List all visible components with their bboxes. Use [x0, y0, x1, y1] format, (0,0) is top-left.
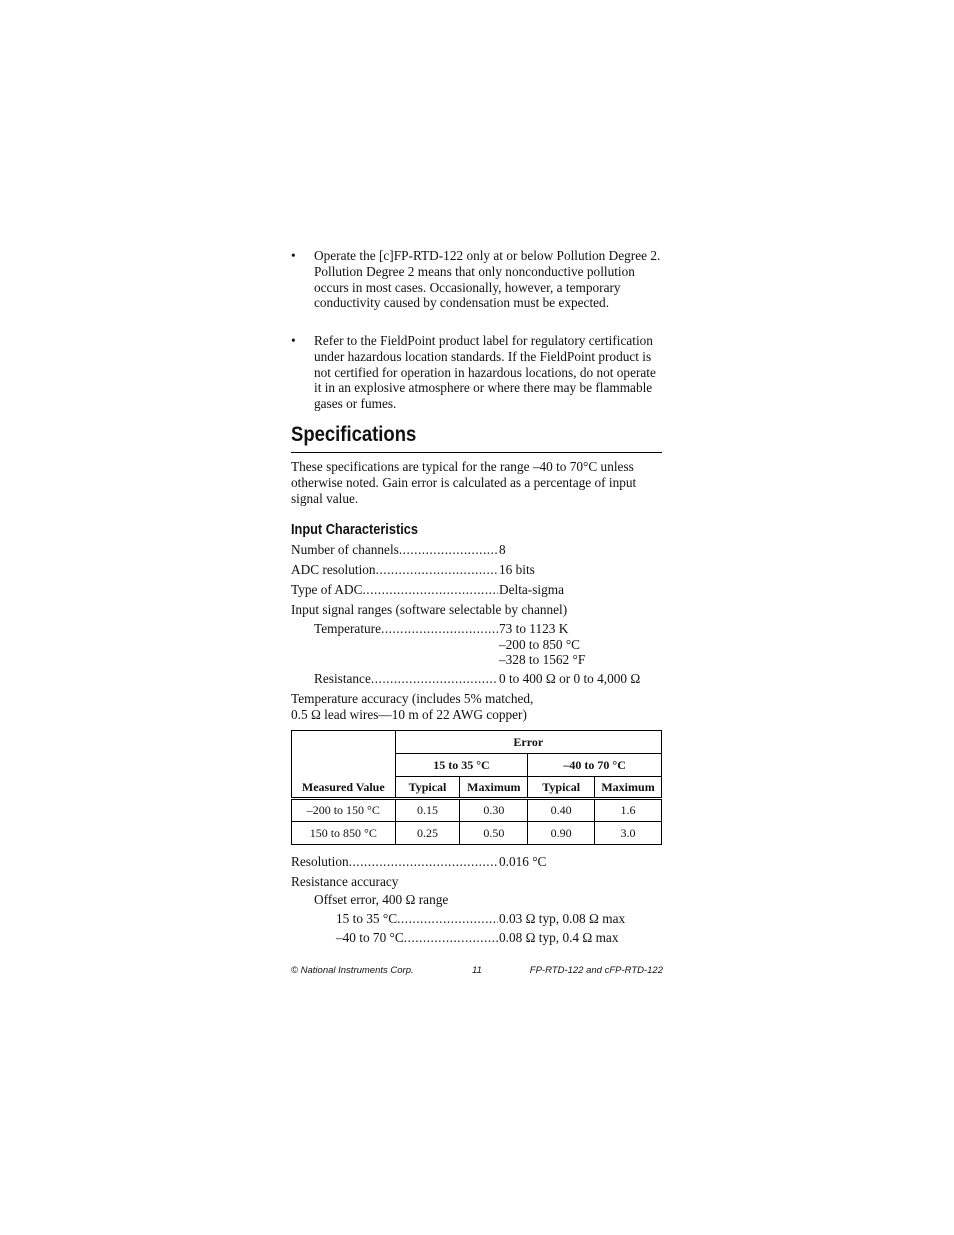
table-cell: 1.6	[595, 799, 662, 822]
spec-label: Temperature	[314, 621, 381, 636]
spec-value: 0.08 Ω typ, 0.4 Ω max	[499, 930, 619, 945]
table-header: Error	[395, 731, 661, 754]
spec-value: Delta-sigma	[499, 582, 564, 597]
table-cell: 150 to 850 °C	[292, 822, 396, 845]
bullet-symbol: •	[291, 333, 296, 348]
spec-label: –40 to 70 °C	[336, 930, 404, 945]
spec-value: 0.016 °C	[499, 854, 547, 869]
subsection-title: Input Characteristics	[291, 522, 418, 538]
table-cell: 0.25	[395, 822, 460, 845]
spec-value: 73 to 1123 K	[499, 621, 569, 636]
table-cell: 0.15	[395, 799, 460, 822]
bullet-item	[291, 248, 663, 311]
bullet-symbol: •	[291, 248, 296, 263]
spec-value: 8	[499, 542, 506, 557]
spec-heading: Temperature accuracy (includes 5% matched,	[291, 691, 534, 706]
table-header: Typical	[395, 777, 460, 799]
table-header: Measured Value	[292, 731, 396, 799]
footer-product: FP-RTD-122 and cFP-RTD-122	[529, 965, 663, 976]
spec-value: –328 to 1562 °F	[499, 652, 586, 667]
footer-page-number: 11	[472, 965, 482, 976]
spec-value: 0.03 Ω typ, 0.08 Ω max	[499, 911, 626, 926]
bullet-text: Refer to the FieldPoint product label for regulatory certification under hazardous location standards. If the FieldPoint product is not certified for operation in hazardous locations, do not operate it in an explosive atmosphere or where there may be flammable gases or fumes.	[314, 333, 656, 412]
spec-value: –200 to 850 °C	[499, 637, 581, 652]
table-cell: 0.90	[528, 822, 595, 845]
table-row	[292, 822, 662, 845]
spec-label: Resistance	[314, 671, 371, 686]
table-cell: 3.0	[595, 822, 662, 845]
spec-label: Type of ADC	[291, 582, 363, 597]
spec-label: ADC resolution	[291, 562, 376, 577]
spec-value: 0 to 400 Ω or 0 to 4,000 Ω	[499, 671, 641, 686]
spec-heading: Offset error, 400 Ω range	[314, 892, 449, 907]
accuracy-table	[291, 730, 662, 845]
table-cell: 0.30	[460, 799, 528, 822]
spec-heading: Resistance accuracy	[291, 874, 399, 889]
spec-label: Number of channels	[291, 542, 399, 557]
table-cell: 0.40	[528, 799, 595, 822]
table-cell: 0.50	[460, 822, 528, 845]
table-header: Typical	[528, 777, 595, 799]
table-header: Maximum	[460, 777, 528, 799]
section-title: Specifications	[291, 423, 417, 446]
footer-copyright: © National Instruments Corp.	[291, 965, 414, 976]
spec-heading: 0.5 Ω lead wires—10 m of 22 AWG copper)	[291, 707, 527, 722]
spec-heading: Input signal ranges (software selectable by channel)	[291, 602, 568, 617]
spec-value: 16 bits	[499, 562, 535, 577]
table-header: Maximum	[595, 777, 662, 799]
table-header: –40 to 70 °C	[528, 754, 662, 777]
table-row	[292, 799, 662, 822]
spec-label: Resolution	[291, 854, 349, 869]
spec-label: 15 to 35 °C	[336, 911, 398, 926]
table-cell: –200 to 150 °C	[292, 799, 396, 822]
intro-paragraph: These specifications are typical for the range –40 to 70°C unless otherwise noted. Gain error is calculated as a percentage of input signal value.	[291, 459, 637, 506]
table-header: 15 to 35 °C	[395, 754, 528, 777]
bullet-text: Operate the [c]FP-RTD-122 only at or below Pollution Degree 2. Pollution Degree 2 means that only nonconductive pollution occurs in most cases. Occasionally, however, a temporary conductivity caused by condensation must be expected.	[314, 248, 661, 311]
section-rule	[291, 452, 662, 453]
bullet-item	[291, 333, 663, 412]
